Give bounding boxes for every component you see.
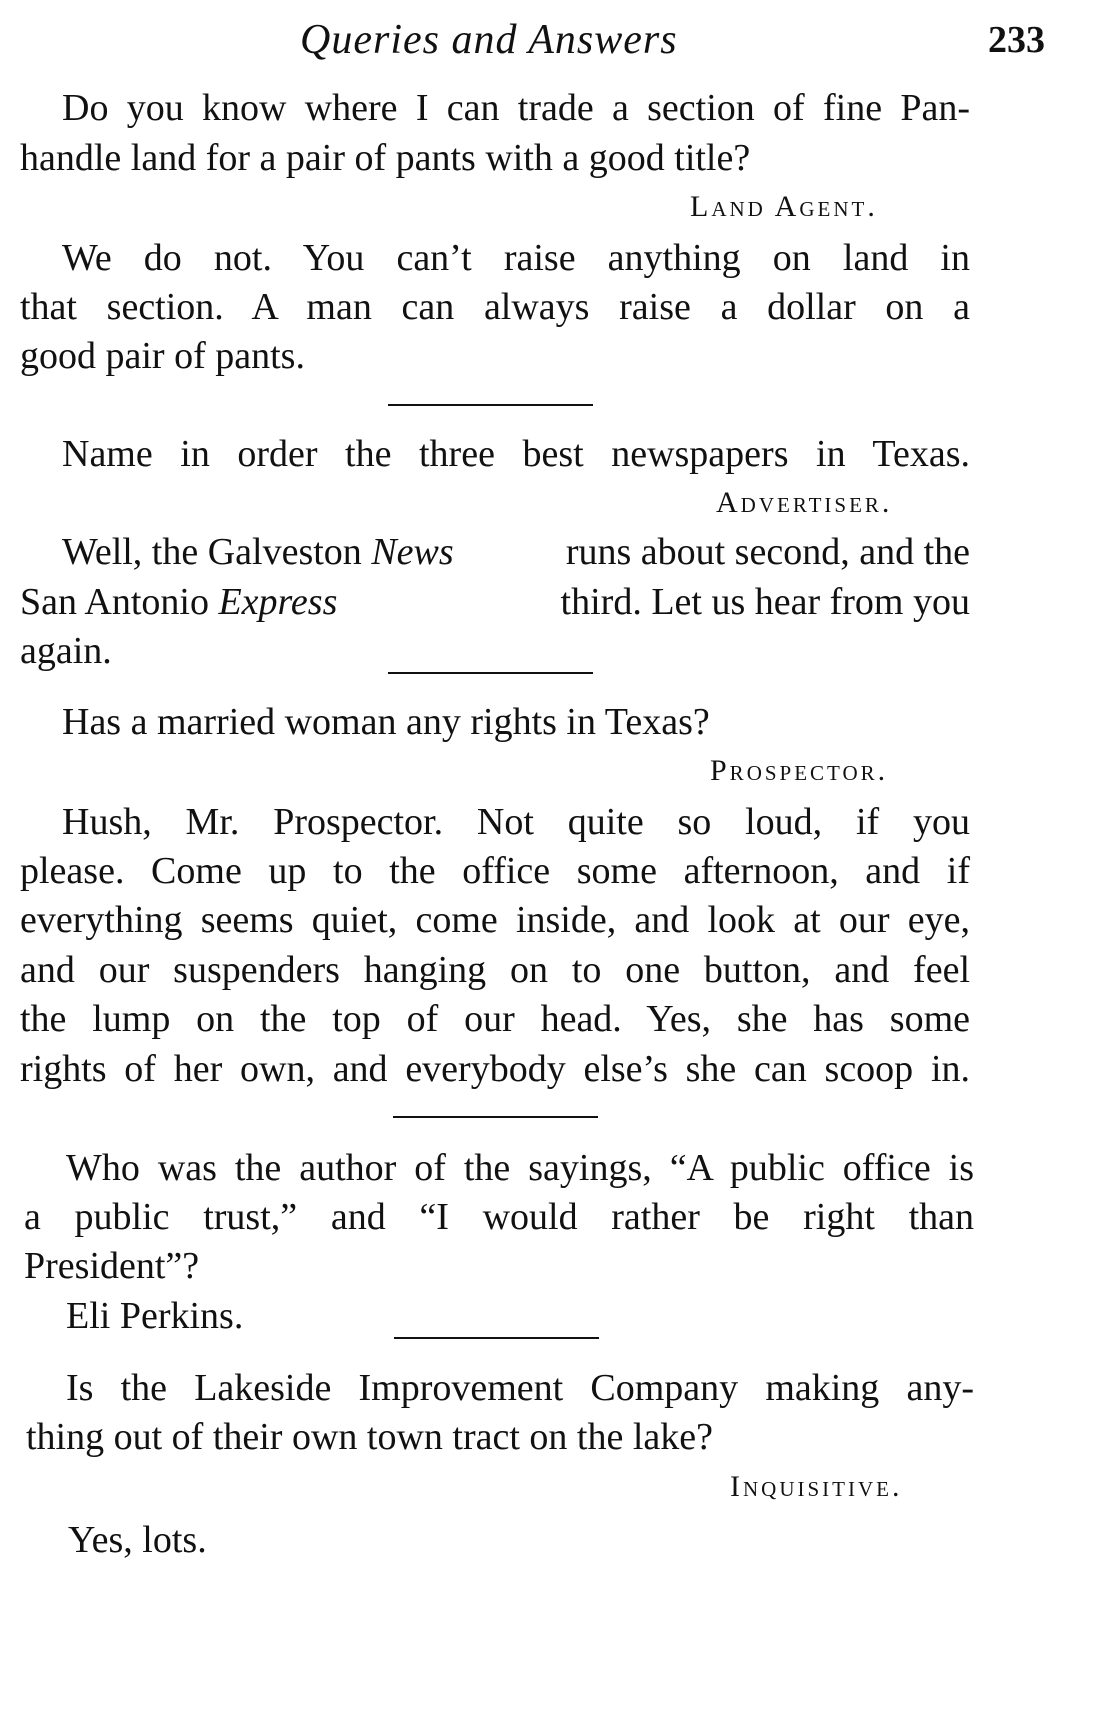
answer-text: third. Let us hear from you <box>560 581 970 623</box>
query-line: Name in order the three best newspapers in Texas. <box>62 433 970 475</box>
running-title: Queries and Answers <box>300 17 678 63</box>
query-line: Is the Lakeside Improvement Company making any- <box>66 1367 974 1409</box>
query-line: Has a married woman any rights in Texas? <box>62 701 710 743</box>
answer-line: rights of her own, and everybody else’s she can scoop in. <box>20 1048 970 1090</box>
section-divider <box>388 404 593 406</box>
query-line: thing out of their own town tract on the lake? <box>26 1416 713 1458</box>
answer-line: everything seems quiet, come inside, and look at our eye, <box>20 899 970 941</box>
section-divider <box>394 1337 599 1339</box>
answer-line: the lump on the top of our head. Yes, she has some <box>20 998 970 1040</box>
query-line: handle land for a pair of pants with a good title? <box>20 137 751 179</box>
query-line: Do you know where I can trade a section of fine Pan- <box>62 87 970 129</box>
answer-line <box>62 526 970 578</box>
answer-line: Hush, Mr. Prospector. Not quite so loud, if you <box>62 801 970 843</box>
newspaper-name: News <box>371 531 454 573</box>
query-line: President”? <box>24 1245 200 1287</box>
answer-text: San Antonio Express <box>20 581 338 623</box>
section-divider <box>393 1116 598 1118</box>
answer-line <box>20 576 970 628</box>
answer-line: again. <box>20 630 112 672</box>
answer-line: good pair of pants. <box>20 335 305 377</box>
section-divider <box>388 672 593 674</box>
query-line: Who was the author of the sayings, “A public office is <box>66 1147 974 1189</box>
answer-line: We do not. You can’t raise anything on land in <box>62 237 970 279</box>
signature: Prospector. <box>710 754 889 787</box>
signature: Inquisitive. <box>730 1470 903 1503</box>
signature: Land Agent. <box>690 190 878 223</box>
answer-line: that section. A man can always raise a dollar on a <box>20 286 970 328</box>
query-line: a public trust,” and “I would rather be right than <box>24 1196 974 1238</box>
answer-line: please. Come up to the office some afternoon, and if <box>20 850 970 892</box>
page-number: 233 <box>988 19 1045 61</box>
answer-text: runs about second, and the <box>565 531 970 573</box>
signature: Advertiser. <box>716 486 893 519</box>
answer-line: Eli Perkins. <box>66 1295 244 1337</box>
newspaper-name: Express <box>218 581 338 623</box>
answer-line: and our suspenders hanging on to one button, and feel <box>20 949 970 991</box>
page-header <box>0 10 1095 70</box>
answer-line: Yes, lots. <box>68 1519 207 1561</box>
answer-text: Well, the Galveston News <box>62 531 454 573</box>
